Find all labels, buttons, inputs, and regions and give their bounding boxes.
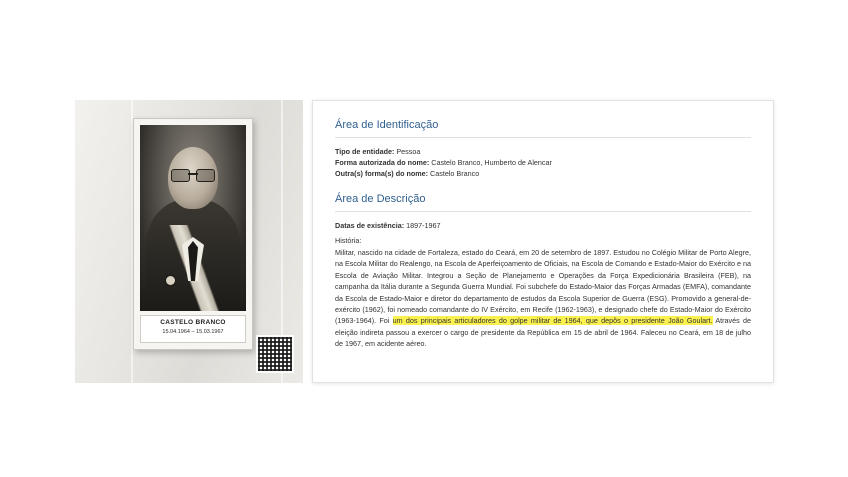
glasses-lens-left bbox=[171, 169, 190, 182]
field-label: Datas de existência: bbox=[335, 221, 405, 230]
qr-code-icon bbox=[256, 335, 294, 373]
section-title-identificacao: Área de Identificação bbox=[335, 119, 751, 138]
field-value: Castelo Branco bbox=[430, 169, 480, 178]
field-label: Outra(s) forma(s) do nome: bbox=[335, 169, 429, 178]
field-tipo-entidade bbox=[335, 146, 751, 157]
portrait-image bbox=[140, 125, 246, 311]
history-label: História: bbox=[335, 236, 362, 245]
frame-caption-name: CASTELO BRANCO bbox=[160, 319, 226, 326]
portrait-glasses-icon bbox=[171, 169, 215, 180]
portrait-medal bbox=[166, 276, 175, 285]
field-value: Pessoa bbox=[396, 147, 421, 156]
section-title-descricao: Área de Descrição bbox=[335, 193, 751, 212]
field-value: 1897-1967 bbox=[406, 221, 441, 230]
field-label: Forma autorizada do nome: bbox=[335, 158, 430, 167]
glasses-lens-right bbox=[196, 169, 215, 182]
history-highlight: um dos principais articuladores do golpe militar de 1964, que depôs o presidente João Goulart. bbox=[392, 316, 713, 326]
history-text-part-2: Através de eleição indireta passou a exercer o cargo de presidente da República em 15 de abril de 1964. Faleceu no Ceará, em 18 de julho de 1967, em acidente aéreo. bbox=[335, 316, 751, 349]
field-forma-autorizada bbox=[335, 157, 751, 168]
field-value: Castelo Branco, Humberto de Alencar bbox=[431, 158, 552, 167]
frame-caption bbox=[140, 315, 246, 343]
picture-frame bbox=[133, 118, 253, 350]
field-outras-formas bbox=[335, 168, 751, 179]
portrait-photo bbox=[75, 100, 303, 383]
field-datas-existencia bbox=[335, 220, 751, 231]
history-text bbox=[335, 247, 751, 350]
record-card bbox=[312, 100, 774, 383]
history-text-part-1: Militar, nascido na cidade de Fortaleza, estado do Ceará, em 20 de setembro de 1897. Estudou no Colégio Militar de Porto Alegre, na Escola Militar do Realengo, na Escola de Aperfeiçoamento de Oficiais, na Escola de Comando e Estado-Maior do Exército e na Escola de Aviação Militar. Integrou a Seção de Planejamento e Operações da Força Expedicionária Brasileira (FEB), na campanha da Itália durante a Segunda Guerra Mundial. Foi subchefe do Estado-Maior das Forças Armadas (EMFA), comandante da Escola de Estado-Maior e diretor do departamento de estudos da Escola Superior de Guerra (ESG). Promovido a general-de-exército (1962), foi nomeado comandante do IV Exército, em Recife (1962-1963), e designado chefe do Estado-Maior do Exército (1963-1964). Foi bbox=[335, 248, 751, 326]
field-label: Tipo de entidade: bbox=[335, 147, 395, 156]
frame-caption-dates: 15.04.1964 – 15.03.1967 bbox=[162, 329, 224, 335]
